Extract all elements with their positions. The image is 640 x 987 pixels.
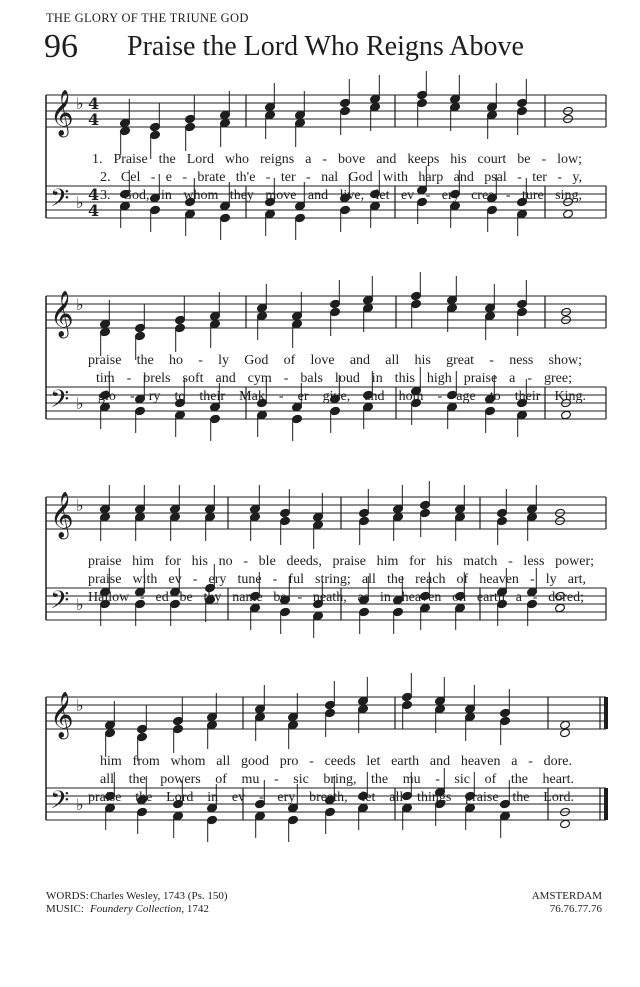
lyric-line: glo - ry to their Mak - er give, and hom - age to their King. (98, 390, 586, 404)
note-head (560, 819, 571, 829)
flat-icon: ♭ (76, 295, 84, 314)
lyric-line: praise the Lord in ev - ery breath, let all things praise the Lord. (88, 791, 574, 805)
time-signature: 4 (88, 110, 100, 129)
note-head (560, 720, 571, 730)
lyric-line: all the powers of mu - sic bring, the mu - sic of the heart. (100, 773, 574, 787)
bass-clef-icon: 𝄢 (50, 385, 70, 420)
treble-clef-icon: 𝄞 (50, 291, 74, 337)
treble-clef-icon: 𝄞 (50, 492, 74, 538)
lyric-line: 1. Praise the Lord who reigns a - bove and keeps his court be - low; (92, 153, 582, 167)
lyric-line: 2. Cel - e - brate th'e - ter - nal God with harp and psal - ter - y, (100, 171, 582, 185)
flat-icon: ♭ (76, 394, 84, 413)
flat-icon: ♭ (76, 696, 84, 715)
treble-clef-icon: 𝄞 (50, 692, 74, 738)
music-source: Foundery Collection (90, 903, 182, 915)
hymn-number: 96 (44, 28, 78, 65)
time-signature: 4 (88, 185, 100, 204)
note-head (563, 209, 574, 219)
tune-info (532, 890, 602, 916)
words-label: WORDS: (46, 890, 89, 902)
flat-icon: ♭ (76, 94, 84, 113)
flat-icon: ♭ (76, 193, 84, 212)
bass-clef-icon: 𝄢 (50, 586, 70, 621)
flat-icon: ♭ (76, 496, 84, 515)
note-head (560, 728, 571, 738)
lyric-line: Hallow - ed be thy name be - neath, as in heaven on earth a - dored; (88, 591, 584, 605)
hymn-title: Praise the Lord Who Reigns Above (127, 31, 524, 62)
words-credit: Charles Wesley, 1743 (Ps. 150) (90, 890, 228, 902)
lyric-line: tim - brels soft and cym - bals loud in this high praise a - gree; (96, 372, 572, 386)
lyric-line: praise the ho - ly God of love and all his great - ness show; (88, 354, 582, 368)
music-year: , 1742 (181, 903, 209, 915)
section-header: THE GLORY OF THE TRIUNE GOD (46, 11, 249, 25)
lyric-line: praise him for his no - ble deeds, praise him for his match - less power; (88, 555, 594, 569)
meter: 76.76.77.76 (549, 903, 602, 915)
credits (46, 890, 228, 916)
flat-icon: ♭ (76, 595, 84, 614)
bass-clef-icon: 𝄢 (50, 184, 70, 219)
time-signature: 4 (88, 201, 100, 220)
tune-name: AMSTERDAM (531, 890, 602, 902)
lyric-line: 3. God, in whom they move and live, let ev - ery crea - ture sing, (100, 189, 582, 203)
time-signature: 4 (88, 94, 100, 113)
flat-icon: ♭ (76, 795, 84, 814)
music-label: MUSIC: (46, 903, 84, 915)
lyric-line: him from whom all good pro - ceeds let earth and heaven a - dore. (100, 755, 572, 769)
bass-clef-icon: 𝄢 (50, 786, 70, 821)
treble-clef-icon: 𝄞 (50, 90, 74, 136)
lyric-line: praise with ev - ery tune - ful string; all the reach of heaven - ly art, (88, 573, 586, 587)
note-head (561, 410, 572, 420)
